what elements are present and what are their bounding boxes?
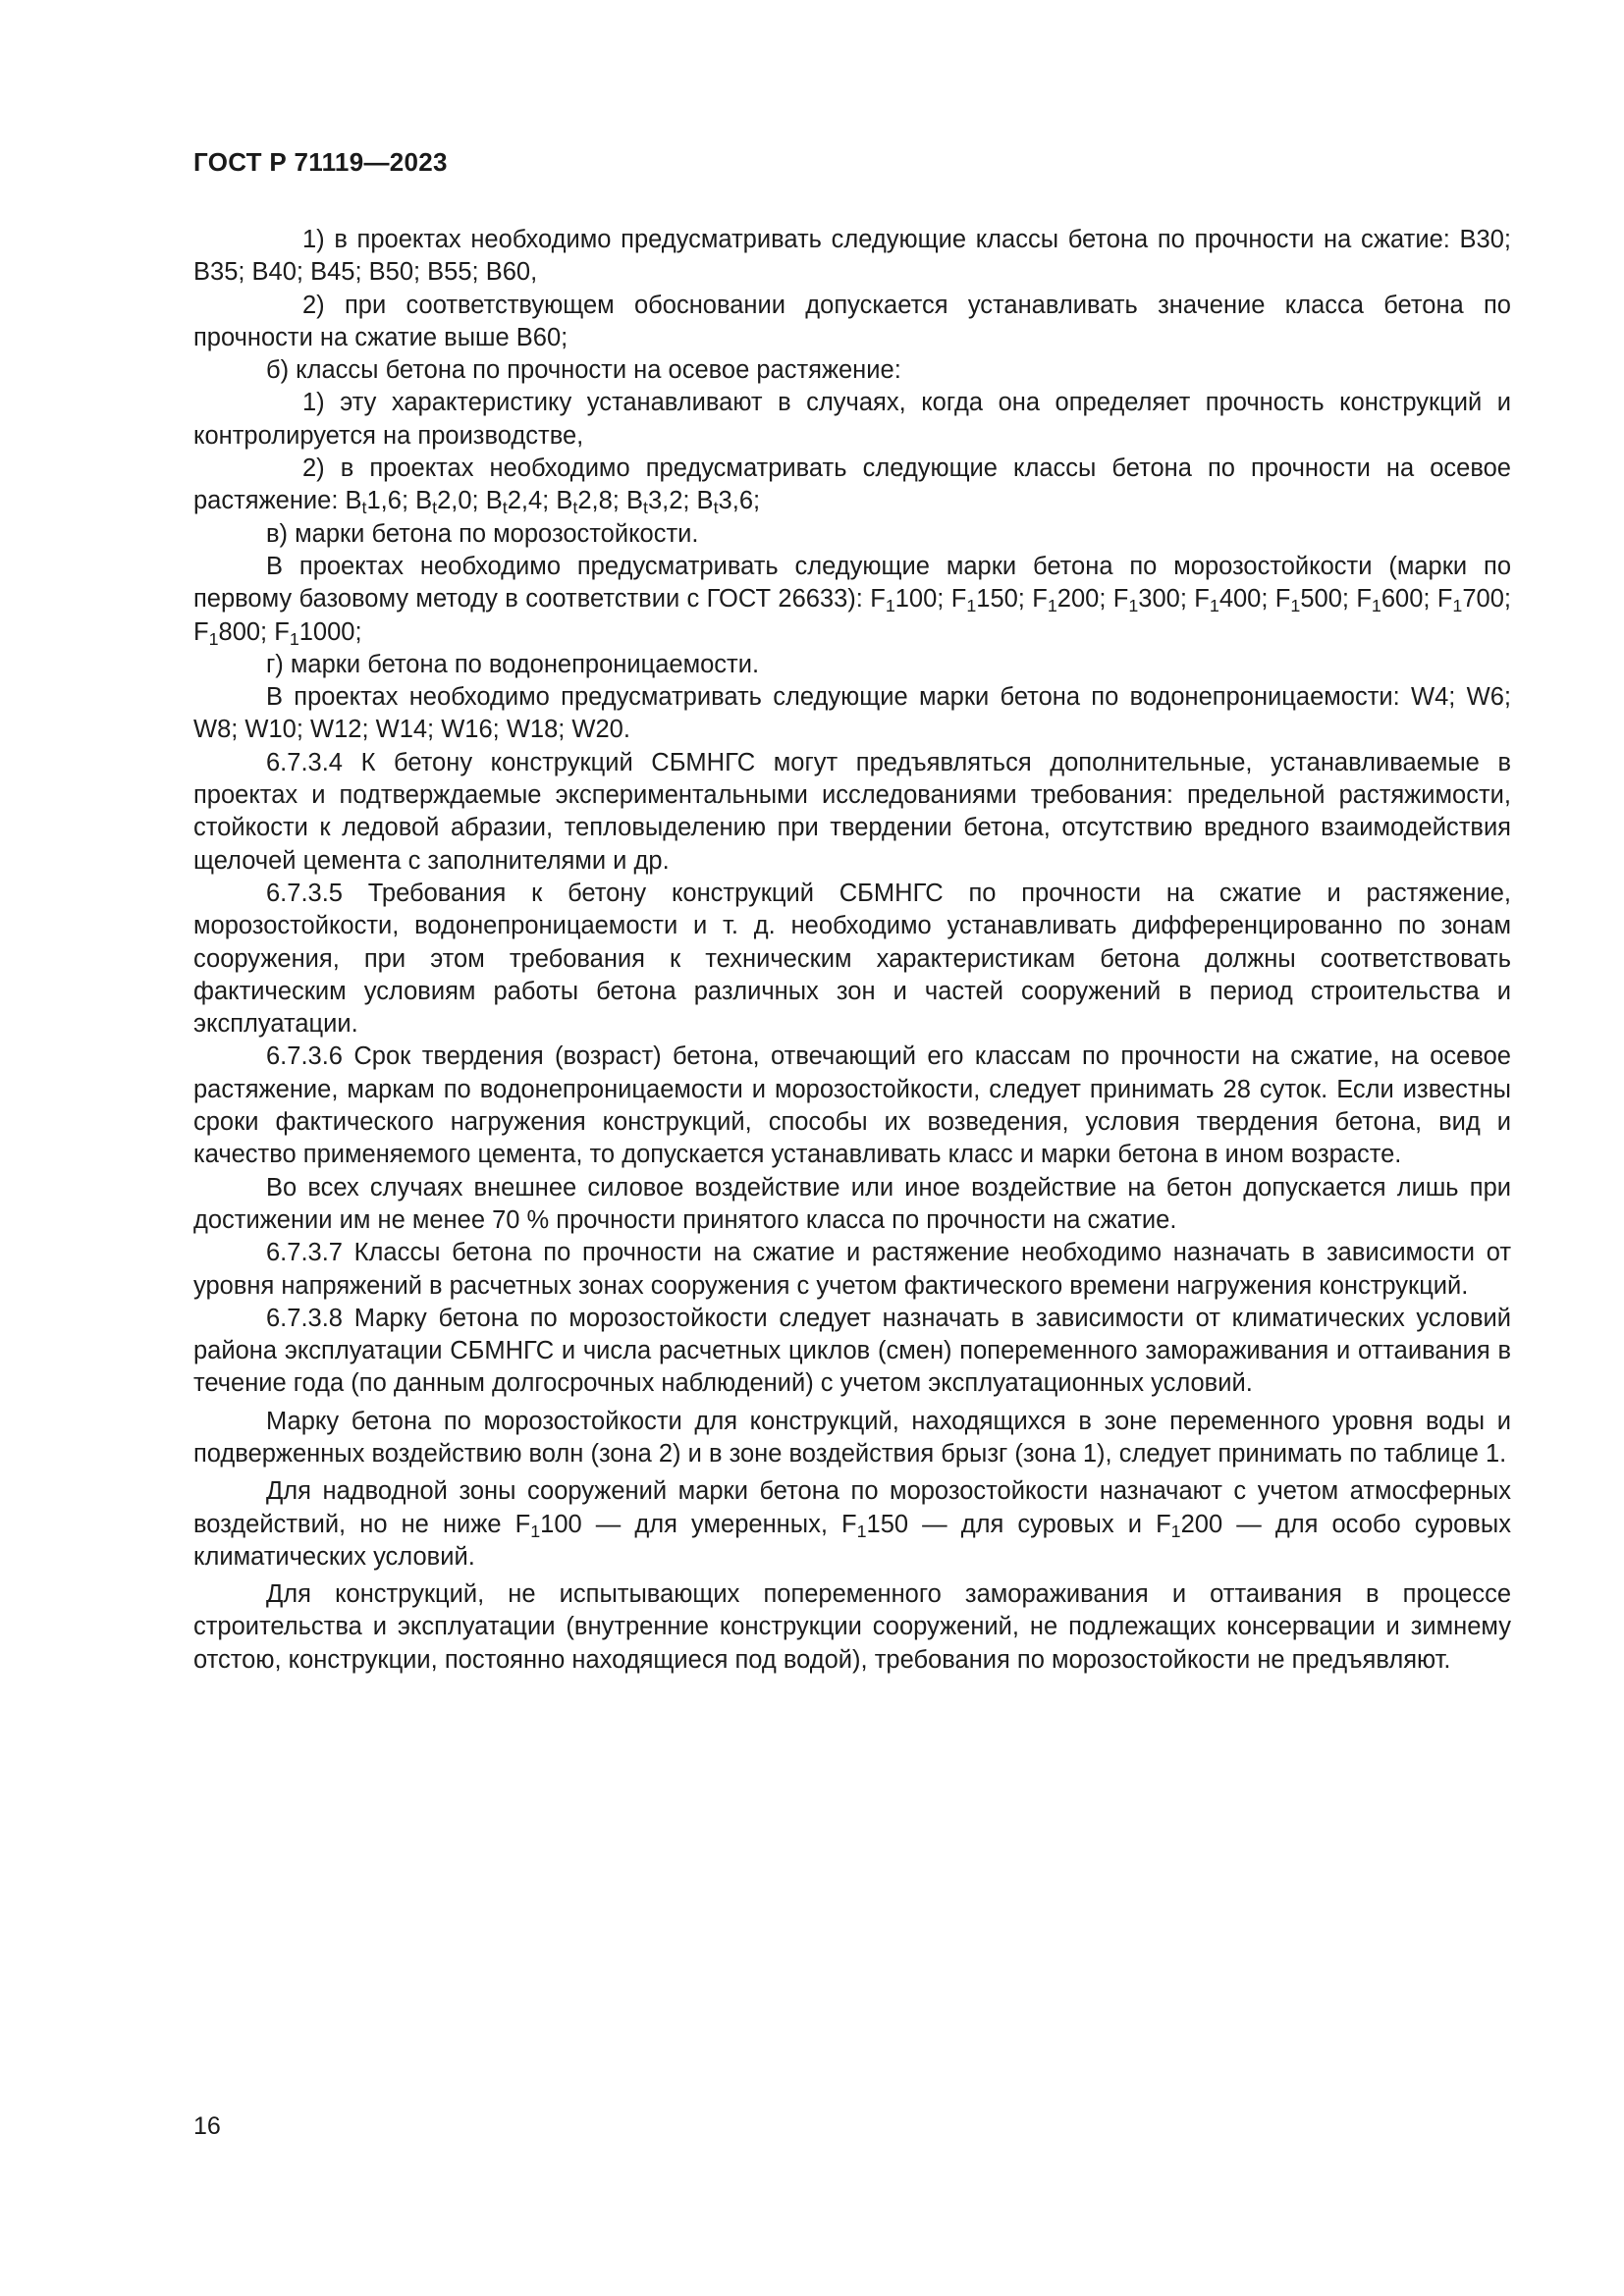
paragraph: Марку бетона по морозостойкости для конструкций, находящихся в зоне переменного уровня воды и подверженных воздействию волн (зона 2) и в зоне воздействия брызг (зона 1), следует принимать по таблице 1. [193, 1407, 1511, 1468]
paragraph: б) классы бетона по прочности на осевое растяжение: [266, 356, 901, 385]
paragraph: 6.7.3.5 Требования к бетону конструкций СБМНГС по прочности на сжатие и растяжение, морозостойкости, водонепроницаемости и т. д. необходимо устанавливать дифференцированно по зонам сооружения, при этом требования к техническим характеристикам бетона должны соответствовать фактическим условиям работы бетона различных зон и частей сооружений в период строительства и эксплуатации. [193, 879, 1511, 1039]
paragraph: в) марки бетона по морозостойкости. [266, 519, 699, 548]
paragraph: 1) в проектах необходимо предусматривать следующие классы бетона по прочности на сжатие: В30; В35; В40; В45; В50; В55; В60, [193, 226, 1511, 287]
paragraph: В проектах необходимо предусматривать следующие марки бетона по морозостойкости (марки по первому базовому методу в соответствии с ГОСТ 26633): $F_1100$; $F_1150$; $F_1200$; $F_1300$; $F_1400$; $F_1500$; $F_1600$; $F_1700$; $F_1800$; $F_11000$; [193, 552, 1511, 649]
document-code-header: ГОСТ Р 71119—2023 [193, 147, 448, 177]
page-number: 16 [193, 2112, 221, 2140]
paragraph: 2) в проектах необходимо предусматривать следующие классы бетона по прочности на осевое растяжение: $B_t1,6$; $B_t2,0$; $B_t2,4$; $B_t2,8$; $B_t3,2$; $B_t3,6$; [193, 454, 1511, 518]
paragraph: г) марки бетона по водонепроницаемости. [266, 650, 760, 678]
paragraph: 6.7.3.6 Срок твердения (возраст) бетона, отвечающий его классам по прочности на сжатие, на осевое растяжение, маркам по водонепроницаемости и морозостойкости, следует принимать 28 суток. Если известны сроки фактического нагружения конструкций, способы их возведения, условия твердения бетона, вид и качество применяемого цемента, то допускается устанавливать класс и марки бетона в ином возрасте. [193, 1042, 1511, 1169]
document-body [193, 224, 1511, 1677]
paragraph: 2) при соответствующем обосновании допускается устанавливать значение класса бетона по прочности на сжатие выше В60; [193, 291, 1511, 351]
paragraph: 6.7.3.4 К бетону конструкций СБМНГС могут предъявляться дополнительные, устанавливаемые в проектах и подтверждаемые экспериментальными исследованиями требования: предельной растяжимости, стойкости к ледовой абразии, тепловыделению при твердении бетона, отсутствию вредного взаимодействия щелочей цемента с заполнителями и др. [193, 748, 1511, 875]
paragraph: Во всех случаях внешнее силовое воздействие или иное воздействие на бетон допускается лишь при достижении им не менее 70 % прочности принятого класса по прочности на сжатие. [193, 1173, 1511, 1234]
paragraph: 6.7.3.7 Классы бетона по прочности на сжатие и растяжение необходимо назначать в зависимости от уровня напряжений в расчетных зонах сооружения с учетом фактического времени нагружения конструкций. [193, 1239, 1511, 1300]
paragraph: Для конструкций, не испытывающих попеременного замораживания и оттаивания в процессе строительства и эксплуатации (внутренние конструкции сооружений, не подлежащих консервации и зимнему отстою, конструкции, постоянно находящиеся под водой), требования по морозостойкости не предъявляют. [193, 1580, 1511, 1674]
paragraph: 1) эту характеристику устанавливают в случаях, когда она определяет прочность конструкций и контролируется на производстве, [193, 389, 1511, 450]
paragraph: В проектах необходимо предусматривать следующие марки бетона по водонепроницаемости: W4; W6; W8; W10; W12; W14; W16; W18; W20. [193, 683, 1511, 744]
paragraph: 6.7.3.8 Марку бетона по морозостойкости следует назначать в зависимости от климатических условий района эксплуатации СБМНГС и числа расчетных циклов (смен) попеременного замораживания и оттаивания в течение года (по данным долгосрочных наблюдений) с учетом эксплуатационных условий. [193, 1304, 1511, 1398]
paragraph: Для надводной зоны сооружений марки бетона по морозостойкости назначают с учетом атмосферных воздействий, но не ниже $F_1100$ — для умеренных, $F_1150$ — для суровых и $F_1200$ — для особо суровых климатических условий. [193, 1477, 1511, 1571]
